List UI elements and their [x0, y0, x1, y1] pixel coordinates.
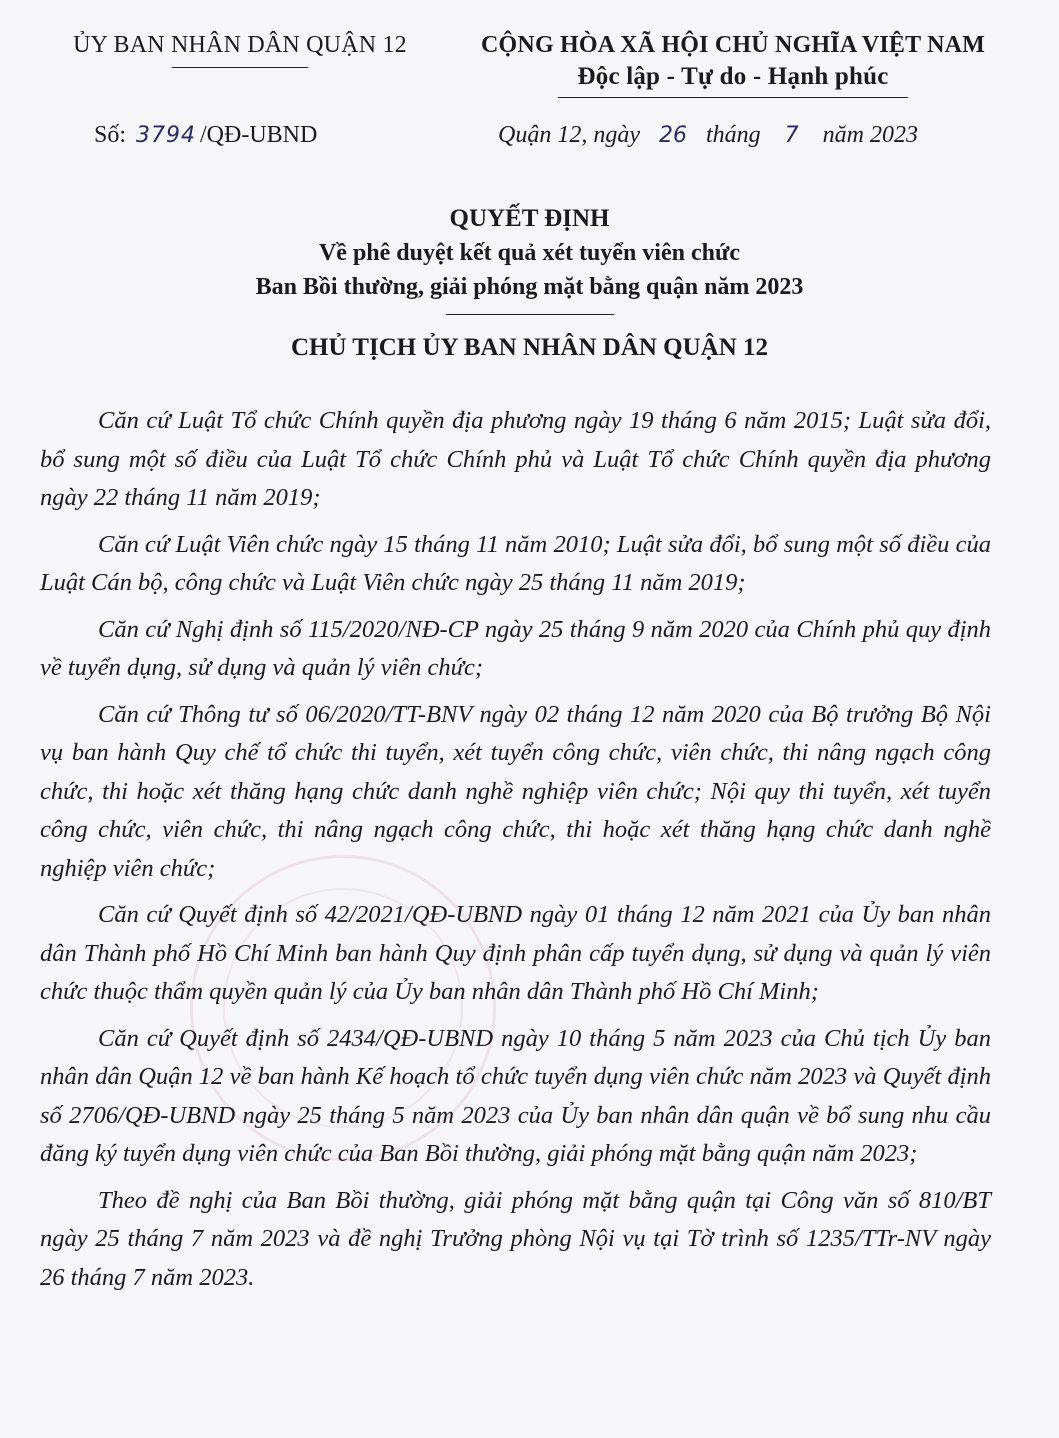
motto-underline	[558, 97, 908, 98]
subject-line-1: Về phê duyệt kết quả xét tuyển viên chức	[318, 240, 741, 266]
number-prefix: Số:	[94, 122, 127, 148]
national-title: CỘNG HÒA XÃ HỘI CHỦ NGHĨA VIỆT NAM	[481, 32, 985, 58]
reference-row	[0, 122, 1059, 158]
date-year-label: năm 2023	[822, 122, 918, 148]
authority-heading: CHỦ TỊCH ỦY BAN NHÂN DÂN QUẬN 12	[290, 334, 769, 361]
title-underline	[446, 314, 614, 315]
national-header-block	[448, 32, 1018, 98]
preamble-paragraph: Căn cứ Quyết định số 42/2021/QĐ-UBND ngày 01 tháng 12 năm 2021 của Ủy ban nhân dân Thành phố Hồ Chí Minh ban hành Quy định phân cấp tuyển dụng, sử dụng và quản lý viên chức thuộc thẩm quyền quản lý của Ủy ban nhân dân Thành phố Hồ Chí Minh;	[40, 901, 991, 1005]
subject-line-2: Ban Bồi thường, giải phóng mặt bằng quận năm 2023	[255, 274, 804, 300]
title-block	[0, 202, 1059, 365]
preamble-paragraph: Theo đề nghị của Ban Bồi thường, giải phóng mặt bằng quận tại Công văn số 810/BT ngày 25 tháng 7 năm 2023 và đề nghị Trưởng phòng Nội vụ tại Tờ trình số 1235/TTr-NV ngày 26 tháng 7 năm 2023.	[40, 1186, 991, 1291]
document-type-heading: QUYẾT ĐỊNH	[449, 205, 610, 232]
handwritten-month: 7	[784, 123, 799, 148]
number-suffix: /QĐ-UBND	[200, 122, 318, 148]
handwritten-day: 26	[658, 123, 687, 148]
national-motto: Độc lập - Tự do - Hạnh phúc	[577, 63, 889, 90]
preamble-paragraph: Căn cứ Nghị định số 115/2020/NĐ-CP ngày 25 tháng 9 năm 2020 của Chính phủ quy định về tuyển dụng, sử dụng và quản lý viên chức;	[40, 615, 991, 681]
date-place-label: Quận 12, ngày	[498, 122, 640, 148]
issuing-agency: ỦY BAN NHÂN DÂN QUẬN 12	[73, 32, 407, 58]
preamble-paragraph: Căn cứ Luật Viên chức ngày 15 tháng 11 năm 2010; Luật sửa đổi, bổ sung một số điều của Luật Cán bộ, công chức và Luật Viên chức ngày 25 tháng 11 năm 2019;	[40, 530, 991, 596]
issue-date	[498, 122, 918, 149]
preamble-paragraph: Căn cứ Thông tư số 06/2020/TT-BNV ngày 02 tháng 12 năm 2020 của Bộ trưởng Bộ Nội vụ ban hành Quy chế tổ chức thi tuyển, xét tuyển công chức, viên chức, thi nâng ngạch công chức, thi hoặc xét thăng hạng chức danh nghề nghiệp viên chức; Nội quy thi tuyển, xét tuyển công chức, viên chức, thi nâng ngạch công chức, thi hoặc xét thăng hạng chức danh nghề nghiệp viên chức;	[40, 700, 991, 882]
document-number	[94, 122, 317, 149]
agency-underline	[172, 67, 308, 68]
handwritten-number: 3794	[136, 123, 197, 148]
issuing-agency-block	[40, 32, 440, 68]
date-month-label: tháng	[705, 122, 761, 148]
preamble-paragraph: Căn cứ Luật Tổ chức Chính quyền địa phương ngày 19 tháng 6 năm 2015; Luật sửa đổi, bổ sung một số điều của Luật Tổ chức Chính phủ và Luật Tổ chức Chính quyền địa phương ngày 22 tháng 11 năm 2019;	[40, 407, 991, 511]
preamble-body	[40, 402, 991, 1305]
preamble-paragraph: Căn cứ Quyết định số 2434/QĐ-UBND ngày 10 tháng 5 năm 2023 của Chủ tịch Ủy ban nhân dân Quận 12 về ban hành Kế hoạch tổ chức tuyển dụng viên chức năm 2023 và Quyết định số 2706/QĐ-UBND ngày 25 tháng 5 năm 2023 của Ủy ban nhân dân quận về bổ sung nhu cầu đăng ký tuyển dụng viên chức của Ban Bồi thường, giải phóng mặt bằng quận năm 2023;	[40, 1024, 991, 1167]
